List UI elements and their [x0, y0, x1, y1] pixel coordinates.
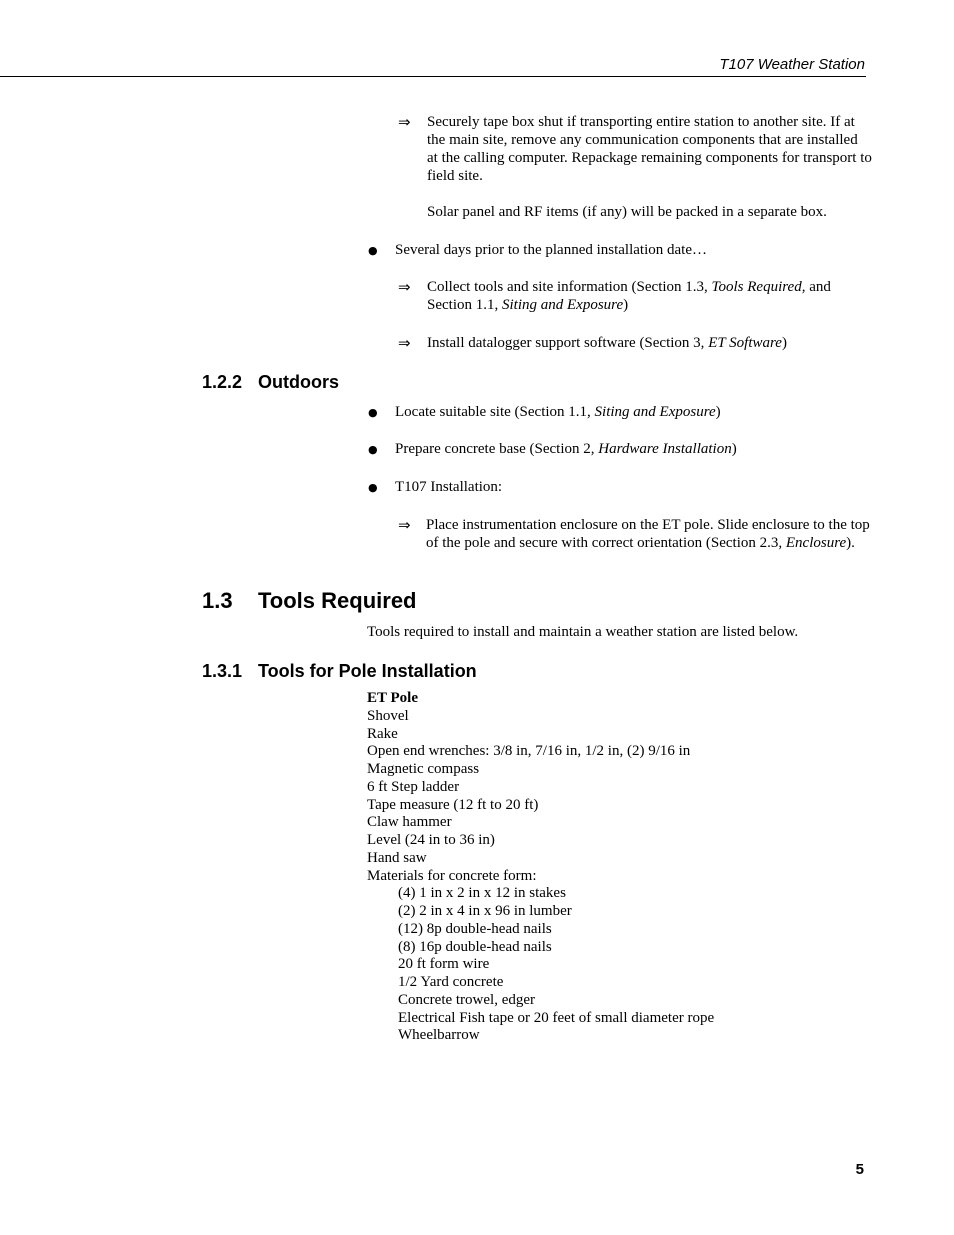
- step-place-enclosure: Place instrumentation enclosure on the ET pole. Slide enclosure to the top of the pole and secure with correct orientation (Section 2.3, Enclosure).: [426, 517, 870, 551]
- material-item: (4) 1 in x 2 in x 12 in stakes: [398, 885, 566, 902]
- pole-tools-list: [367, 690, 714, 1045]
- material-item: 20 ft form wire: [398, 956, 490, 973]
- list-item: Magnetic compass: [367, 761, 480, 777]
- arrow-icon: ⇒: [398, 113, 411, 131]
- material-item: Electrical Fish tape or 20 feet of small diameter rope: [398, 1009, 715, 1026]
- bullet-days-prior: Several days prior to the planned installation date…: [395, 242, 707, 258]
- arrow-icon: ⇒: [398, 278, 411, 296]
- section-title-outdoors: Outdoors: [258, 372, 339, 392]
- step-install-software: Install datalogger support software (Section 3, ET Software): [427, 335, 787, 351]
- material-item: Concrete trowel, edger: [398, 991, 536, 1008]
- bullet-t107-installation: T107 Installation:: [395, 479, 503, 495]
- bullet-icon: ●: [368, 244, 378, 257]
- list-item: Shovel: [367, 707, 409, 724]
- section-title-pole-installation: Tools for Pole Installation: [258, 661, 477, 681]
- step-collect-tools: Collect tools and site information (Section 1.3, Tools Required, and Section 1.1, Siting and Exposure): [427, 279, 831, 313]
- section-number-1-3-1: 1.3.1: [202, 661, 243, 681]
- bullet-icon: ●: [368, 443, 378, 456]
- bullet-icon: ●: [368, 481, 378, 494]
- list-item: Level (24 in to 36 in): [367, 832, 495, 848]
- header-divider: [0, 76, 866, 77]
- material-item: (12) 8p double-head nails: [398, 920, 552, 937]
- tool-list-heading: ET Pole: [367, 690, 418, 706]
- section-number-1-3: 1.3: [202, 588, 233, 613]
- list-item: Open end wrenches: 3/8 in, 7/16 in, 1/2 in, (2) 9/16 in: [367, 743, 691, 760]
- list-item: Hand saw: [367, 849, 427, 866]
- running-header-title: T107 Weather Station: [719, 56, 865, 73]
- page-number: 5: [855, 1161, 864, 1178]
- bullet-prepare-base: Prepare concrete base (Section 2, Hardware Installation): [395, 441, 737, 457]
- arrow-icon: ⇒: [398, 516, 411, 534]
- step-tape-box: Securely tape box shut if transporting entire station to another site. If at the main site, remove any communication components that are installed at the calling computer. Repackage remaining components for transport to field site.: [427, 114, 872, 184]
- tools-intro: Tools required to install and maintain a weather station are listed below.: [367, 624, 799, 640]
- solar-panel-note: Solar panel and RF items (if any) will be packed in a separate box.: [427, 204, 827, 220]
- material-item: Wheelbarrow: [398, 1027, 480, 1044]
- list-item: 6 ft Step ladder: [367, 778, 460, 795]
- material-item: (8) 16p double-head nails: [398, 938, 552, 955]
- bullet-icon: ●: [368, 406, 378, 419]
- section-title-tools-required: Tools Required: [258, 588, 417, 613]
- list-item: Claw hammer: [367, 814, 452, 831]
- section-number-1-2-2: 1.2.2: [202, 372, 243, 392]
- list-item: Materials for concrete form:: [367, 867, 537, 884]
- list-item: Rake: [367, 725, 398, 742]
- material-item: (2) 2 in x 4 in x 96 in lumber: [398, 903, 572, 919]
- bullet-locate-site: Locate suitable site (Section 1.1, Siting and Exposure): [395, 404, 721, 420]
- list-item: Tape measure (12 ft to 20 ft): [367, 796, 539, 813]
- arrow-icon: ⇒: [398, 334, 411, 352]
- material-item: 1/2 Yard concrete: [398, 974, 504, 990]
